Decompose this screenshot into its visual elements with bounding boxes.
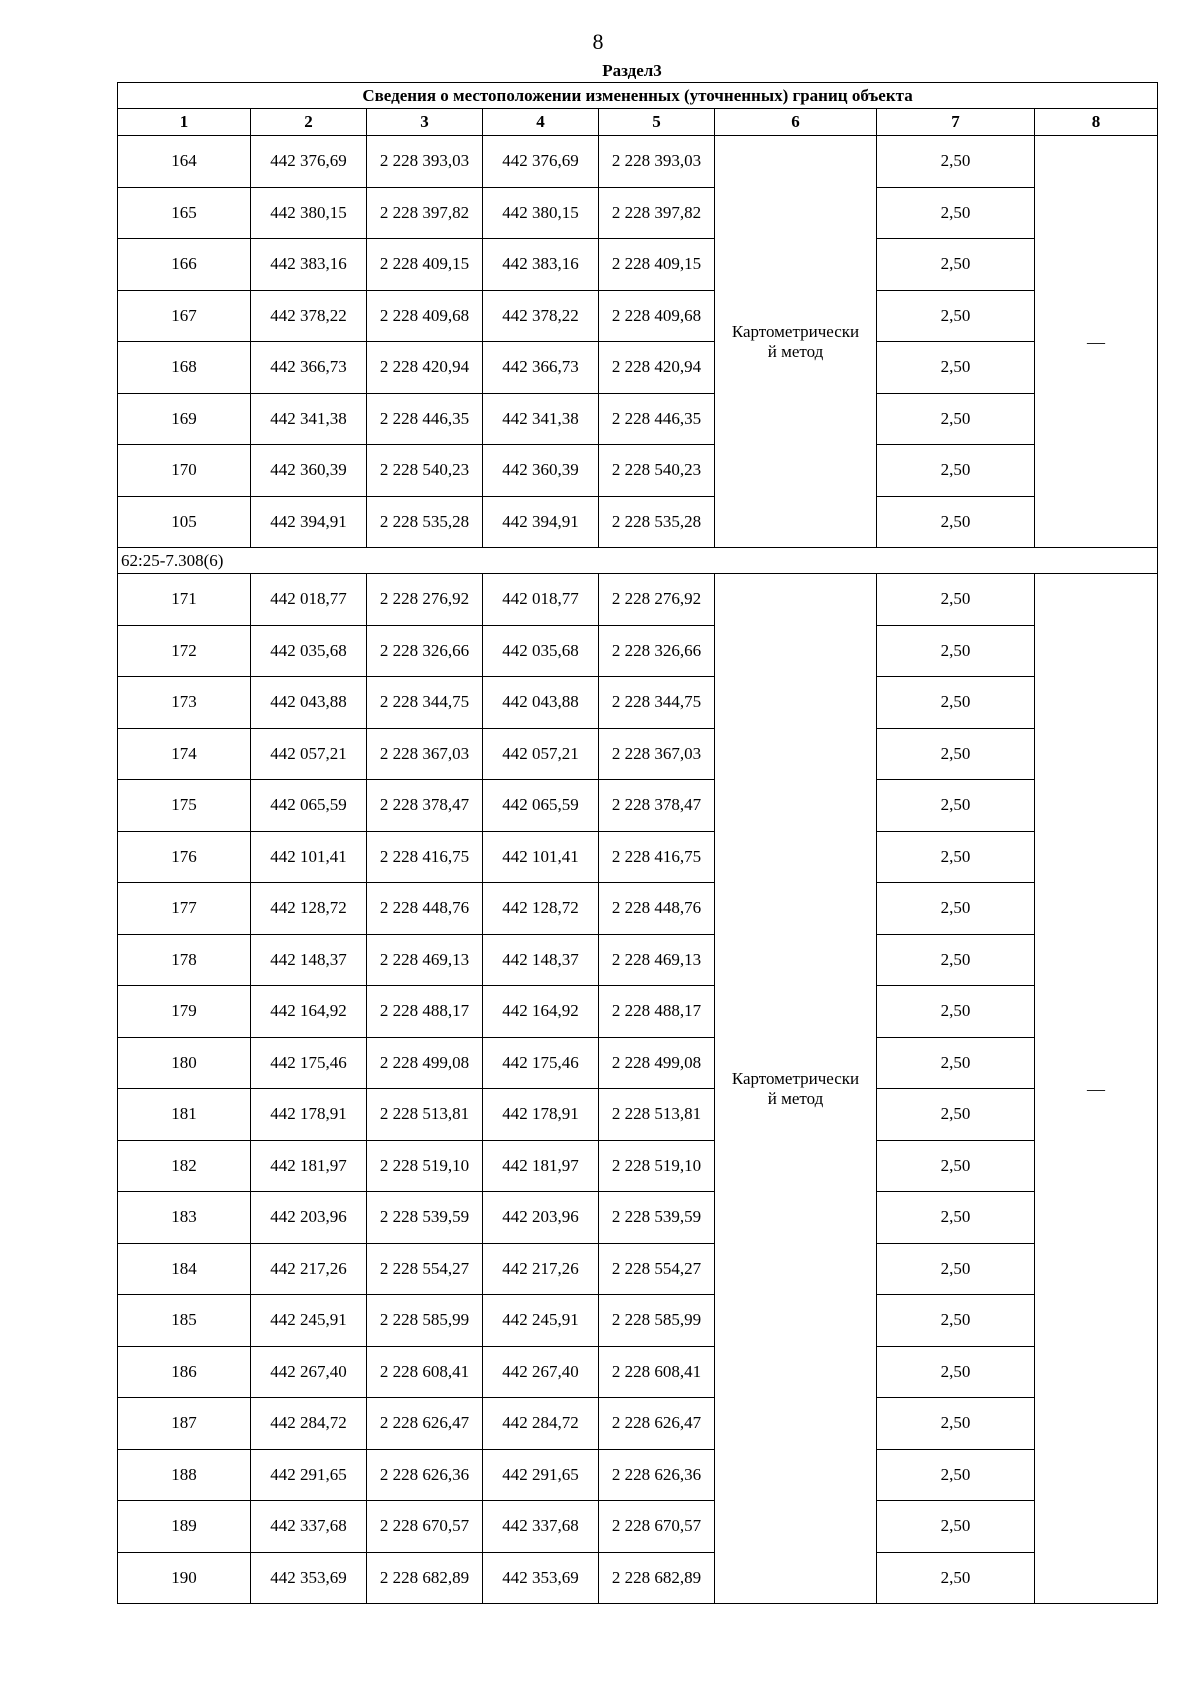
y-existing-cell: 2 228 409,15 <box>367 239 483 291</box>
x-existing-cell: 442 245,91 <box>251 1295 367 1347</box>
x-existing-cell: 442 057,21 <box>251 728 367 780</box>
method-cell <box>715 574 877 1604</box>
table-body <box>118 136 1158 1604</box>
x-refined-cell: 442 065,59 <box>483 780 599 832</box>
table-row <box>118 187 1158 239</box>
y-existing-cell: 2 228 585,99 <box>367 1295 483 1347</box>
column-number-header: 3 <box>367 109 483 136</box>
accuracy-cell: 2,50 <box>877 1398 1035 1450</box>
method-text-line: й метод <box>767 341 824 361</box>
x-existing-cell: 442 360,39 <box>251 445 367 497</box>
accuracy-cell: 2,50 <box>877 677 1035 729</box>
x-refined-cell: 442 128,72 <box>483 883 599 935</box>
y-existing-cell: 2 228 397,82 <box>367 187 483 239</box>
y-refined-cell: 2 228 488,17 <box>599 986 715 1038</box>
x-existing-cell: 442 148,37 <box>251 934 367 986</box>
y-refined-cell: 2 228 626,36 <box>599 1449 715 1501</box>
note-cell: — <box>1035 574 1158 1604</box>
y-refined-cell: 2 228 539,59 <box>599 1192 715 1244</box>
x-existing-cell: 442 291,65 <box>251 1449 367 1501</box>
x-existing-cell: 442 043,88 <box>251 677 367 729</box>
point-number-cell: 171 <box>118 574 251 626</box>
table-row <box>118 1192 1158 1244</box>
point-number-cell: 188 <box>118 1449 251 1501</box>
x-existing-cell: 442 376,69 <box>251 136 367 188</box>
x-refined-cell: 442 378,22 <box>483 290 599 342</box>
y-existing-cell: 2 228 535,28 <box>367 496 483 548</box>
x-existing-cell: 442 178,91 <box>251 1089 367 1141</box>
y-refined-cell: 2 228 499,08 <box>599 1037 715 1089</box>
accuracy-cell: 2,50 <box>877 496 1035 548</box>
note-cell: — <box>1035 136 1158 548</box>
point-number-cell: 166 <box>118 239 251 291</box>
table-row <box>118 1037 1158 1089</box>
table-row <box>118 393 1158 445</box>
y-refined-cell: 2 228 608,41 <box>599 1346 715 1398</box>
y-refined-cell: 2 228 393,03 <box>599 136 715 188</box>
table-row <box>118 290 1158 342</box>
x-existing-cell: 442 203,96 <box>251 1192 367 1244</box>
table-row <box>118 883 1158 935</box>
y-existing-cell: 2 228 420,94 <box>367 342 483 394</box>
accuracy-cell: 2,50 <box>877 393 1035 445</box>
method-text-line: й метод <box>767 1088 824 1108</box>
x-existing-cell: 442 394,91 <box>251 496 367 548</box>
table-row <box>118 574 1158 626</box>
y-refined-cell: 2 228 519,10 <box>599 1140 715 1192</box>
accuracy-cell: 2,50 <box>877 1192 1035 1244</box>
y-refined-cell: 2 228 554,27 <box>599 1243 715 1295</box>
point-number-cell: 179 <box>118 986 251 1038</box>
accuracy-cell: 2,50 <box>877 1037 1035 1089</box>
table-row <box>118 986 1158 1038</box>
y-existing-cell: 2 228 344,75 <box>367 677 483 729</box>
y-refined-cell: 2 228 670,57 <box>599 1501 715 1553</box>
column-number-header: 7 <box>877 109 1035 136</box>
x-existing-cell: 442 018,77 <box>251 574 367 626</box>
x-refined-cell: 442 101,41 <box>483 831 599 883</box>
x-existing-cell: 442 217,26 <box>251 1243 367 1295</box>
column-number-header: 1 <box>118 109 251 136</box>
y-refined-cell: 2 228 276,92 <box>599 574 715 626</box>
table-row <box>118 445 1158 497</box>
y-refined-cell: 2 228 367,03 <box>599 728 715 780</box>
y-existing-cell: 2 228 326,66 <box>367 625 483 677</box>
table-row <box>118 1346 1158 1398</box>
accuracy-cell: 2,50 <box>877 934 1035 986</box>
point-number-cell: 184 <box>118 1243 251 1295</box>
accuracy-cell: 2,50 <box>877 1449 1035 1501</box>
x-refined-cell: 442 383,16 <box>483 239 599 291</box>
point-number-cell: 181 <box>118 1089 251 1141</box>
x-refined-cell: 442 366,73 <box>483 342 599 394</box>
accuracy-cell: 2,50 <box>877 1501 1035 1553</box>
point-number-cell: 168 <box>118 342 251 394</box>
y-existing-cell: 2 228 626,36 <box>367 1449 483 1501</box>
x-refined-cell: 442 284,72 <box>483 1398 599 1450</box>
y-refined-cell: 2 228 378,47 <box>599 780 715 832</box>
section-title: Раздел3 <box>602 61 662 80</box>
accuracy-cell: 2,50 <box>877 1243 1035 1295</box>
y-refined-cell: 2 228 626,47 <box>599 1398 715 1450</box>
x-refined-cell: 442 245,91 <box>483 1295 599 1347</box>
y-existing-cell: 2 228 488,17 <box>367 986 483 1038</box>
column-number-header: 2 <box>251 109 367 136</box>
y-existing-cell: 2 228 519,10 <box>367 1140 483 1192</box>
method-text-line: Картометрически <box>731 1068 860 1088</box>
y-existing-cell: 2 228 367,03 <box>367 728 483 780</box>
x-refined-cell: 442 057,21 <box>483 728 599 780</box>
table-row <box>118 136 1158 188</box>
x-refined-cell: 442 380,15 <box>483 187 599 239</box>
point-number-cell: 176 <box>118 831 251 883</box>
y-existing-cell: 2 228 446,35 <box>367 393 483 445</box>
table-row <box>118 1140 1158 1192</box>
x-existing-cell: 442 284,72 <box>251 1398 367 1450</box>
accuracy-cell: 2,50 <box>877 831 1035 883</box>
y-refined-cell: 2 228 416,75 <box>599 831 715 883</box>
y-refined-cell: 2 228 540,23 <box>599 445 715 497</box>
accuracy-cell: 2,50 <box>877 986 1035 1038</box>
x-refined-cell: 442 175,46 <box>483 1037 599 1089</box>
point-number-cell: 169 <box>118 393 251 445</box>
accuracy-cell: 2,50 <box>877 187 1035 239</box>
boundary-table <box>117 82 1158 1604</box>
table-row <box>118 1552 1158 1604</box>
y-refined-cell: 2 228 446,35 <box>599 393 715 445</box>
x-existing-cell: 442 341,38 <box>251 393 367 445</box>
y-refined-cell: 2 228 409,68 <box>599 290 715 342</box>
point-number-cell: 182 <box>118 1140 251 1192</box>
x-existing-cell: 442 337,68 <box>251 1501 367 1553</box>
x-existing-cell: 442 366,73 <box>251 342 367 394</box>
accuracy-cell: 2,50 <box>877 290 1035 342</box>
column-number-row <box>118 109 1158 136</box>
table-row <box>118 1295 1158 1347</box>
x-refined-cell: 442 018,77 <box>483 574 599 626</box>
y-refined-cell: 2 228 326,66 <box>599 625 715 677</box>
accuracy-cell: 2,50 <box>877 1295 1035 1347</box>
x-refined-cell: 442 035,68 <box>483 625 599 677</box>
accuracy-cell: 2,50 <box>877 728 1035 780</box>
y-refined-cell: 2 228 397,82 <box>599 187 715 239</box>
x-existing-cell: 442 175,46 <box>251 1037 367 1089</box>
point-number-cell: 189 <box>118 1501 251 1553</box>
point-number-cell: 178 <box>118 934 251 986</box>
table-row <box>118 1449 1158 1501</box>
y-existing-cell: 2 228 554,27 <box>367 1243 483 1295</box>
y-existing-cell: 2 228 608,41 <box>367 1346 483 1398</box>
x-existing-cell: 442 380,15 <box>251 187 367 239</box>
y-refined-cell: 2 228 409,15 <box>599 239 715 291</box>
point-number-cell: 177 <box>118 883 251 935</box>
point-number-cell: 167 <box>118 290 251 342</box>
accuracy-cell: 2,50 <box>877 780 1035 832</box>
y-existing-cell: 2 228 539,59 <box>367 1192 483 1244</box>
table-caption: Сведения о местоположении измененных (уточненных) границ объекта <box>118 83 1158 109</box>
x-refined-cell: 442 376,69 <box>483 136 599 188</box>
accuracy-cell: 2,50 <box>877 574 1035 626</box>
point-number-cell: 180 <box>118 1037 251 1089</box>
accuracy-cell: 2,50 <box>877 625 1035 677</box>
point-number-cell: 175 <box>118 780 251 832</box>
x-existing-cell: 442 101,41 <box>251 831 367 883</box>
accuracy-cell: 2,50 <box>877 883 1035 935</box>
table-row <box>118 780 1158 832</box>
point-number-cell: 172 <box>118 625 251 677</box>
accuracy-cell: 2,50 <box>877 1089 1035 1141</box>
x-existing-cell: 442 065,59 <box>251 780 367 832</box>
y-refined-cell: 2 228 585,99 <box>599 1295 715 1347</box>
cadastral-number-label: 62:25-7.308(6) <box>118 548 1158 574</box>
point-number-cell: 173 <box>118 677 251 729</box>
accuracy-cell: 2,50 <box>877 136 1035 188</box>
y-existing-cell: 2 228 276,92 <box>367 574 483 626</box>
y-existing-cell: 2 228 416,75 <box>367 831 483 883</box>
method-text-line: Картометрически <box>731 321 860 341</box>
y-existing-cell: 2 228 393,03 <box>367 136 483 188</box>
method-cell <box>715 136 877 548</box>
page-number: 8 <box>592 29 604 54</box>
y-refined-cell: 2 228 469,13 <box>599 934 715 986</box>
x-refined-cell: 442 148,37 <box>483 934 599 986</box>
x-existing-cell: 442 181,97 <box>251 1140 367 1192</box>
accuracy-cell: 2,50 <box>877 1552 1035 1604</box>
x-refined-cell: 442 291,65 <box>483 1449 599 1501</box>
y-existing-cell: 2 228 682,89 <box>367 1552 483 1604</box>
table-row <box>118 1089 1158 1141</box>
column-number-header: 4 <box>483 109 599 136</box>
accuracy-cell: 2,50 <box>877 1346 1035 1398</box>
column-number-header: 6 <box>715 109 877 136</box>
y-refined-cell: 2 228 682,89 <box>599 1552 715 1604</box>
y-refined-cell: 2 228 420,94 <box>599 342 715 394</box>
group-label-row <box>118 548 1158 574</box>
point-number-cell: 186 <box>118 1346 251 1398</box>
column-number-header: 8 <box>1035 109 1158 136</box>
x-existing-cell: 442 378,22 <box>251 290 367 342</box>
x-refined-cell: 442 203,96 <box>483 1192 599 1244</box>
x-refined-cell: 442 394,91 <box>483 496 599 548</box>
accuracy-cell: 2,50 <box>877 239 1035 291</box>
point-number-cell: 185 <box>118 1295 251 1347</box>
point-number-cell: 174 <box>118 728 251 780</box>
x-existing-cell: 442 128,72 <box>251 883 367 935</box>
y-refined-cell: 2 228 535,28 <box>599 496 715 548</box>
table-row <box>118 934 1158 986</box>
table-caption-row <box>118 83 1158 109</box>
table-row <box>118 239 1158 291</box>
y-refined-cell: 2 228 448,76 <box>599 883 715 935</box>
y-existing-cell: 2 228 513,81 <box>367 1089 483 1141</box>
table-row <box>118 1398 1158 1450</box>
table-row <box>118 831 1158 883</box>
x-refined-cell: 442 353,69 <box>483 1552 599 1604</box>
y-existing-cell: 2 228 409,68 <box>367 290 483 342</box>
point-number-cell: 187 <box>118 1398 251 1450</box>
table-row <box>118 342 1158 394</box>
y-refined-cell: 2 228 513,81 <box>599 1089 715 1141</box>
x-refined-cell: 442 337,68 <box>483 1501 599 1553</box>
table-row <box>118 677 1158 729</box>
x-refined-cell: 442 360,39 <box>483 445 599 497</box>
table-row <box>118 496 1158 548</box>
x-refined-cell: 442 164,92 <box>483 986 599 1038</box>
x-existing-cell: 442 267,40 <box>251 1346 367 1398</box>
y-existing-cell: 2 228 540,23 <box>367 445 483 497</box>
x-refined-cell: 442 217,26 <box>483 1243 599 1295</box>
y-existing-cell: 2 228 378,47 <box>367 780 483 832</box>
point-number-cell: 105 <box>118 496 251 548</box>
x-existing-cell: 442 353,69 <box>251 1552 367 1604</box>
x-refined-cell: 442 341,38 <box>483 393 599 445</box>
table-row <box>118 728 1158 780</box>
table-row <box>118 1501 1158 1553</box>
table-row <box>118 1243 1158 1295</box>
x-existing-cell: 442 164,92 <box>251 986 367 1038</box>
accuracy-cell: 2,50 <box>877 445 1035 497</box>
table-row <box>118 625 1158 677</box>
y-existing-cell: 2 228 469,13 <box>367 934 483 986</box>
accuracy-cell: 2,50 <box>877 342 1035 394</box>
x-refined-cell: 442 178,91 <box>483 1089 599 1141</box>
point-number-cell: 164 <box>118 136 251 188</box>
point-number-cell: 190 <box>118 1552 251 1604</box>
x-refined-cell: 442 181,97 <box>483 1140 599 1192</box>
point-number-cell: 170 <box>118 445 251 497</box>
column-number-header: 5 <box>599 109 715 136</box>
accuracy-cell: 2,50 <box>877 1140 1035 1192</box>
y-existing-cell: 2 228 670,57 <box>367 1501 483 1553</box>
y-refined-cell: 2 228 344,75 <box>599 677 715 729</box>
y-existing-cell: 2 228 448,76 <box>367 883 483 935</box>
x-existing-cell: 442 383,16 <box>251 239 367 291</box>
x-existing-cell: 442 035,68 <box>251 625 367 677</box>
y-existing-cell: 2 228 626,47 <box>367 1398 483 1450</box>
x-refined-cell: 442 043,88 <box>483 677 599 729</box>
point-number-cell: 165 <box>118 187 251 239</box>
point-number-cell: 183 <box>118 1192 251 1244</box>
y-existing-cell: 2 228 499,08 <box>367 1037 483 1089</box>
x-refined-cell: 442 267,40 <box>483 1346 599 1398</box>
